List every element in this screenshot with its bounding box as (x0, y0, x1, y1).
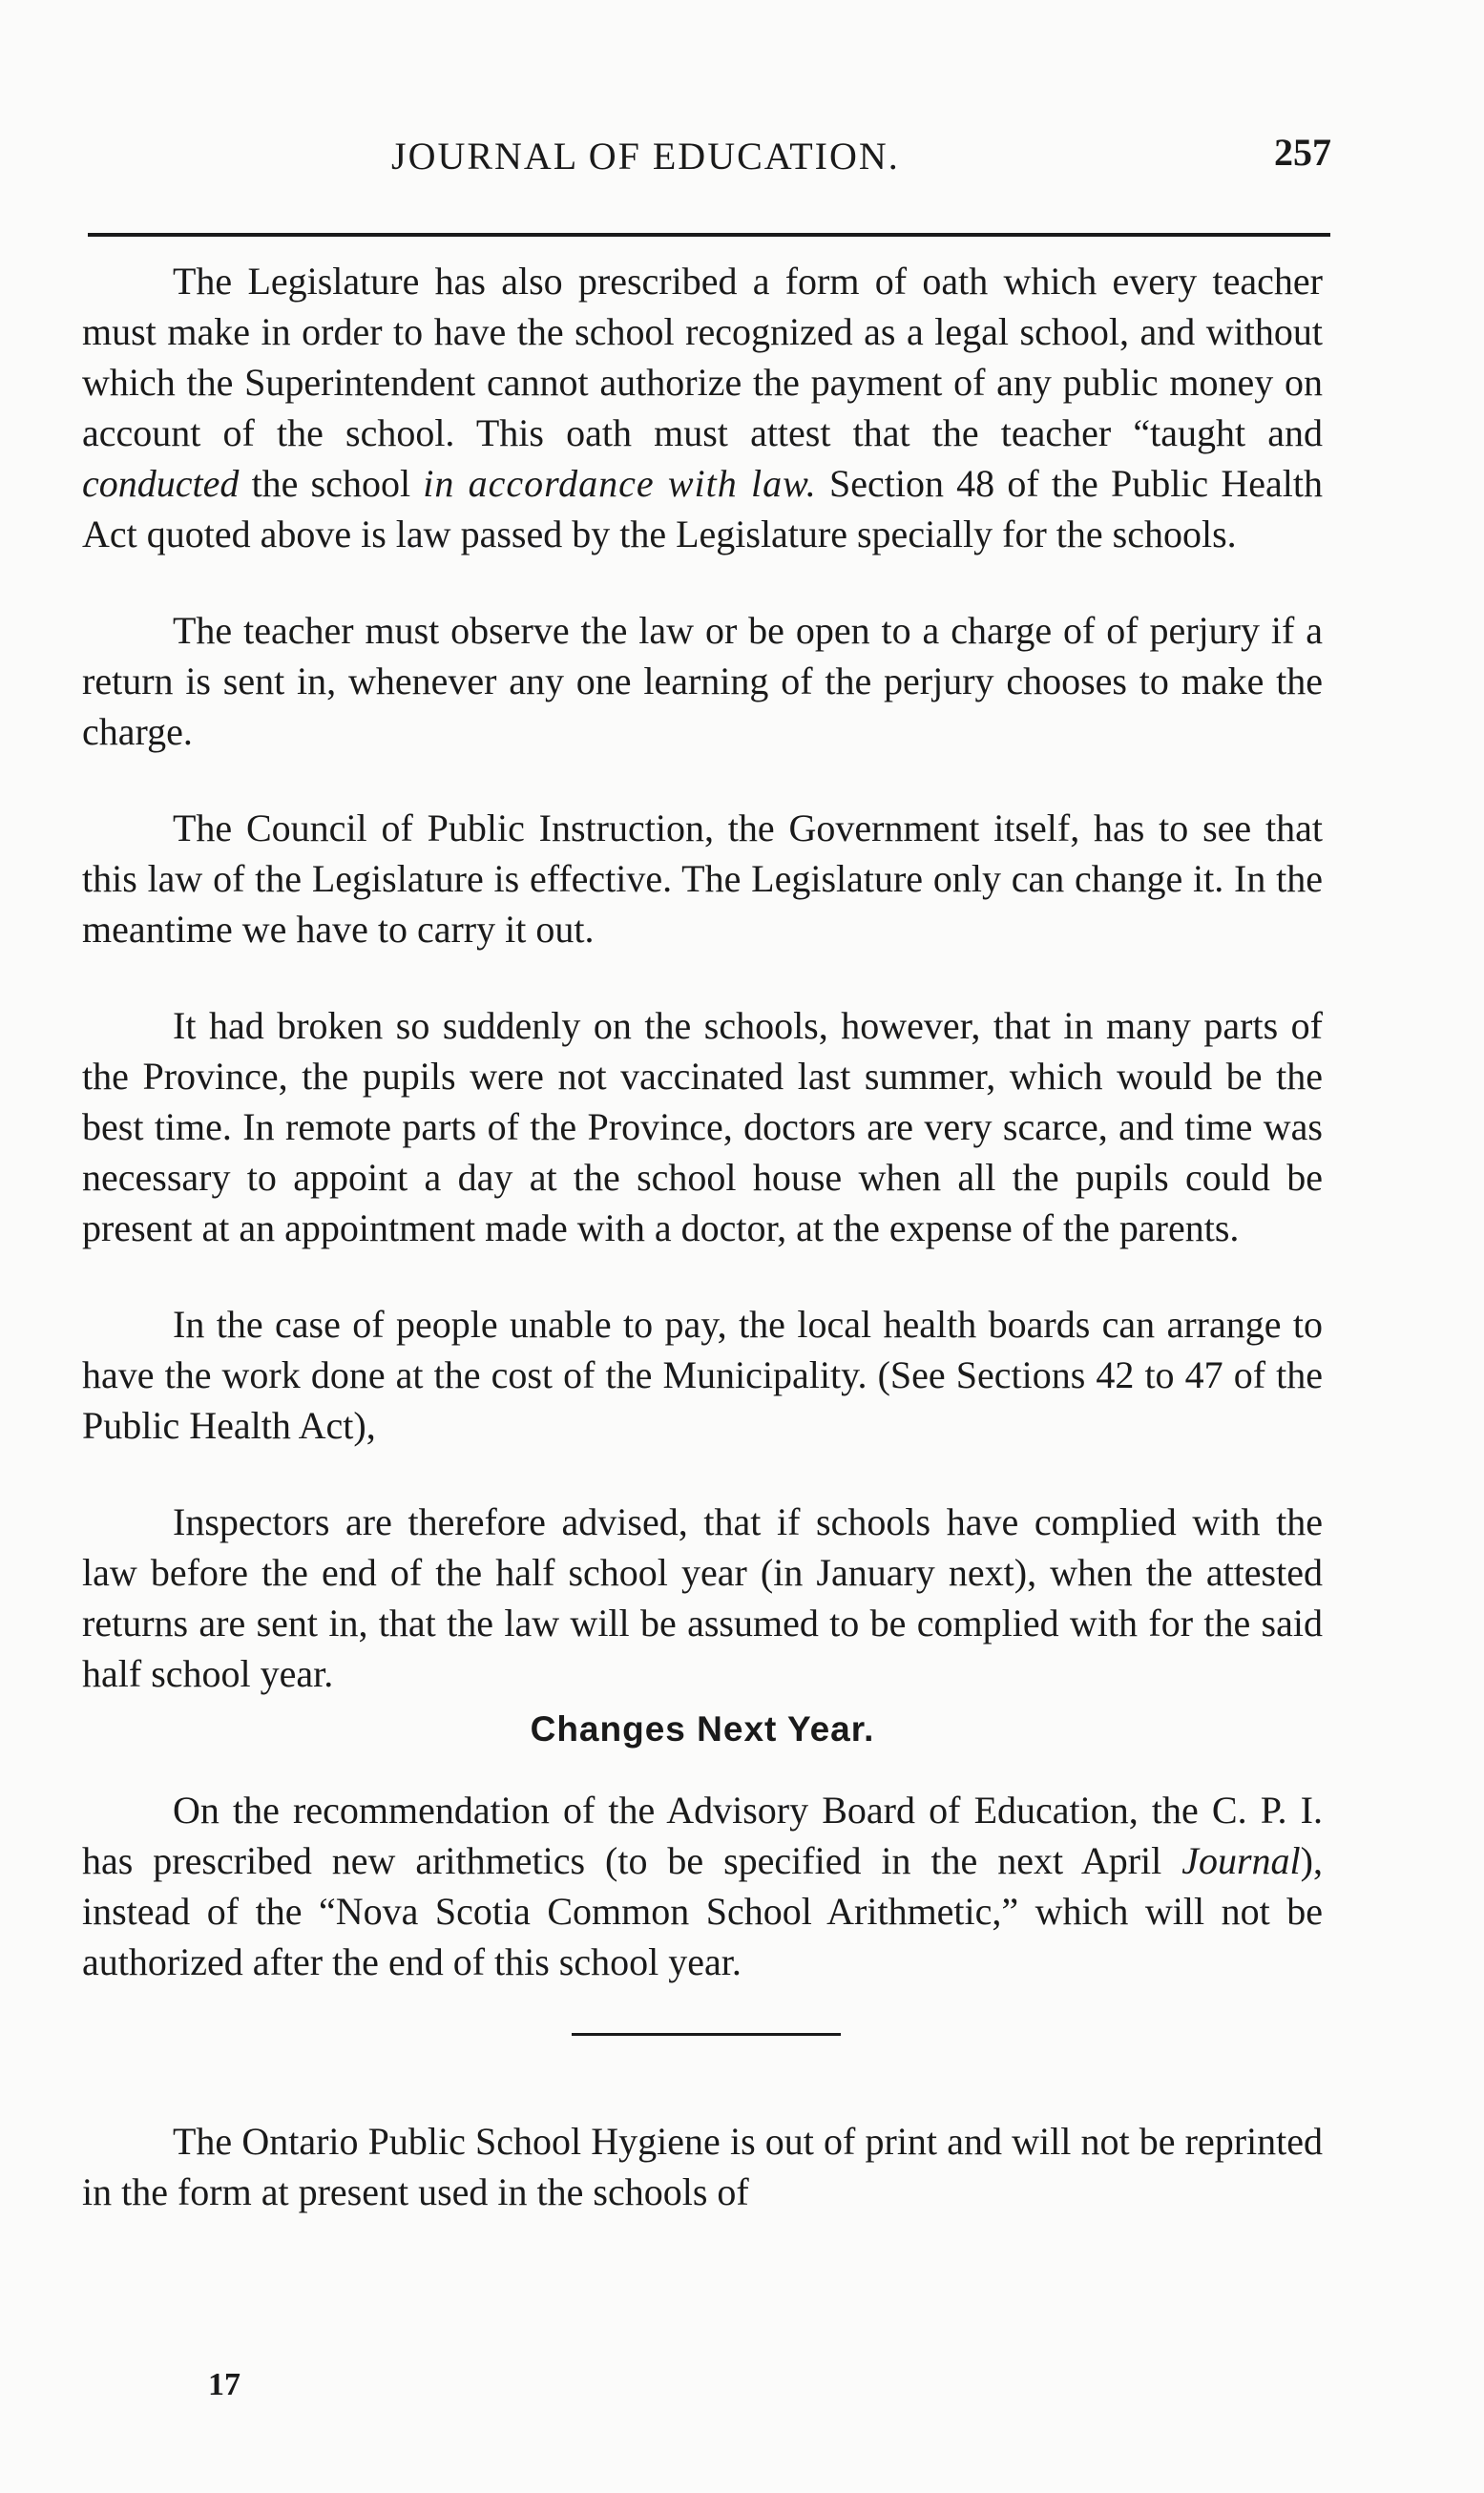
paragraph-health-boards: In the case of people unable to pay, the local health boards can arrange to have the work done at the cost of the Municipality. (See Sections 42 to 47 of the Public Health Act), (82, 1303, 1323, 1447)
paragraph-oath (82, 256, 1323, 559)
article-body (82, 256, 1323, 2263)
section-heading: Changes Next Year. (530, 1709, 875, 1749)
paragraph-hygiene: The Ontario Public School Hygiene is out of print and will not be reprinted in the form at present used in the schools of (82, 2120, 1323, 2213)
paragraph-arithmetics (82, 1785, 1323, 1987)
section-divider (572, 2033, 841, 2036)
paragraph-oath-emphasis-law: in accordance with law. (423, 462, 817, 505)
journal-title: JOURNAL OF EDUCATION. (391, 135, 900, 178)
paragraph-vaccination: It had broken so suddenly on the schools, however, that in many parts of the Province, the pupils were not vaccinated last summer, which would be the best time. In remote parts of the Province, doctors are very scarce, and time was necessary to appoint a day at the school house when all the pupils could be present at an appointment made with a doctor, at the expense of the parents. (82, 1004, 1323, 1249)
paragraph-oath-text-c: Section 48 of the Public Health Act quoted above is law passed by the Legislature specially for the schools. (82, 462, 1323, 555)
paragraph-oath-text-a: The Legislature has also prescribed a form of oath which every teacher must make in order to have the school recognized as a legal school, and without which the Superintendent cannot authorize the payment of any public money on account of the school. This oath must attest that the teacher “taught and (82, 260, 1323, 454)
page-header (86, 124, 1336, 191)
paragraph-arithmetics-text-a: On the recommendation of the Advisory Board of Education, the C. P. I. has prescribed new arithmetics (to be specified in the next April (82, 1789, 1323, 1882)
paragraph-arithmetics-emphasis-journal: Journal (1181, 1839, 1301, 1882)
paragraph-perjury: The teacher must observe the law or be open to a charge of of perjury if a return is sent in, whenever any one learning of the perjury chooses to make the charge. (82, 609, 1323, 753)
page-number: 257 (1274, 131, 1331, 174)
paragraph-inspectors: Inspectors are therefore advised, that if schools have complied with the law before the end of the half school year (in January next), when the attested returns are sent in, that the law will be assumed to be complied with for the said half school year. (82, 1500, 1323, 1695)
signature-mark: 17 (208, 2367, 240, 2402)
paragraph-oath-emphasis-conducted: conducted (82, 462, 240, 505)
paragraph-council: The Council of Public Instruction, the Government itself, has to see that this law of the Legislature is effective. The Legislature only can change it. In the meantime we have to carry it out. (82, 807, 1323, 951)
paragraph-oath-text-b: the school (239, 462, 424, 505)
header-rule (88, 233, 1330, 237)
paragraph-arithmetics-text-b: ), instead of the “Nova Scotia Common School Arithmetic,” which will not be authorized after the end of this school year. (82, 1839, 1323, 1983)
